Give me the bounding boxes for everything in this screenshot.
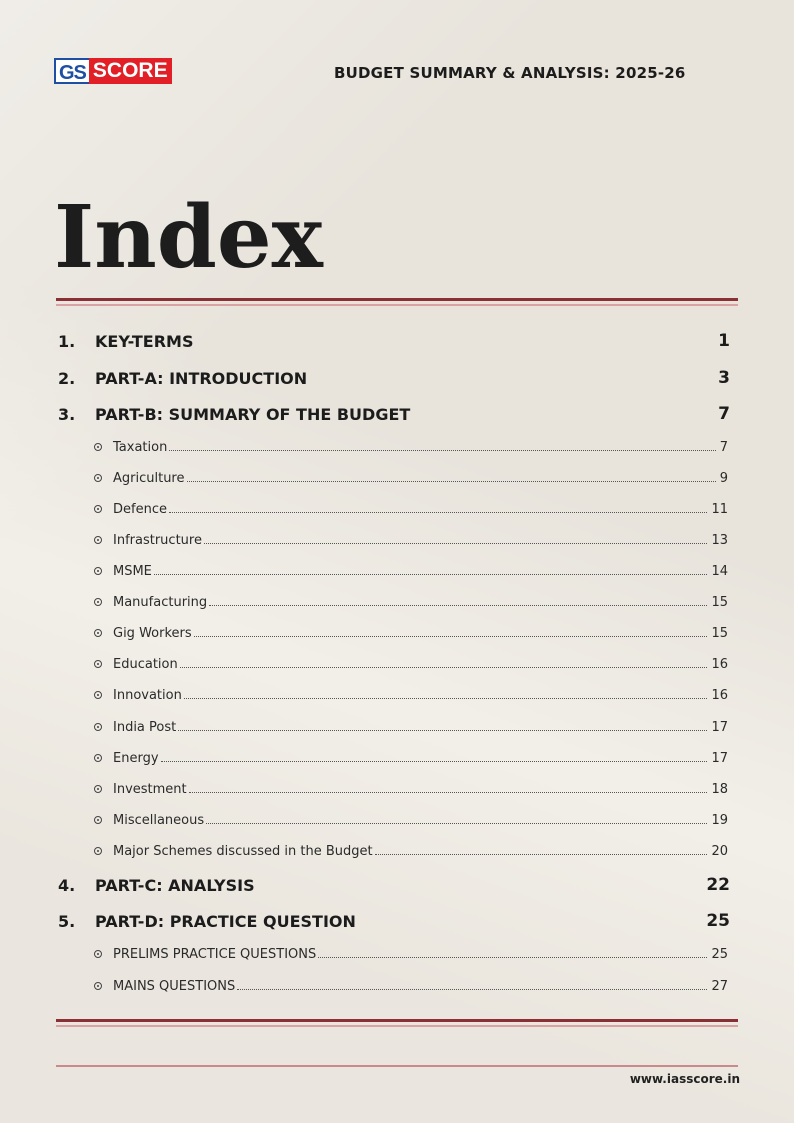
- section-page: 3: [718, 368, 730, 388]
- section-page: 22: [706, 875, 730, 895]
- bullet-icon: [94, 723, 102, 731]
- toc-section-2[interactable]: 2. PART-A: INTRODUCTION 3: [58, 368, 730, 388]
- bullet-icon: [94, 847, 102, 855]
- footer-website-link[interactable]: www.iasscore.in: [629, 1072, 740, 1086]
- footer-divider: [56, 1065, 738, 1067]
- toc-subitem[interactable]: Investment 18: [94, 778, 728, 800]
- section-page: 1: [718, 331, 730, 351]
- top-divider: [56, 298, 738, 306]
- toc-subitem[interactable]: Taxation 7: [94, 436, 728, 458]
- section-page: 25: [706, 911, 730, 931]
- section-label: PART-D: PRACTICE QUESTION: [95, 911, 356, 931]
- bullet-icon: [94, 474, 102, 482]
- bullet-icon: [94, 982, 102, 990]
- section-label: KEY-TERMS: [95, 331, 194, 351]
- section-page: 7: [718, 404, 730, 424]
- toc-subitem[interactable]: Innovation 16: [94, 684, 728, 706]
- bullet-icon: [94, 567, 102, 575]
- bottom-divider: [56, 1019, 738, 1027]
- page-title: Index: [54, 187, 323, 288]
- document-header-title: BUDGET SUMMARY & ANALYSIS: 2025-26: [334, 64, 686, 82]
- toc-subitem[interactable]: India Post 17: [94, 716, 728, 738]
- toc-section-4[interactable]: 4. PART-C: ANALYSIS 22: [58, 875, 730, 895]
- toc-section-3[interactable]: 3. PART-B: SUMMARY OF THE BUDGET 7: [58, 404, 730, 424]
- toc-subitem[interactable]: MAINS QUESTIONS 27: [94, 975, 728, 997]
- logo-score-text: SCORE: [89, 58, 172, 84]
- toc-subitem[interactable]: PRELIMS PRACTICE QUESTIONS 25: [94, 943, 728, 965]
- bullet-icon: [94, 816, 102, 824]
- toc-subitem[interactable]: Manufacturing 15: [94, 591, 728, 613]
- bullet-icon: [94, 598, 102, 606]
- toc-subitem[interactable]: Infrastructure 13: [94, 529, 728, 551]
- bullet-icon: [94, 754, 102, 762]
- bullet-icon: [94, 505, 102, 513]
- toc-subitem[interactable]: Agriculture 9: [94, 467, 728, 489]
- section-label: PART-C: ANALYSIS: [95, 875, 255, 895]
- section-label: PART-A: INTRODUCTION: [95, 368, 308, 388]
- gsscore-logo: [54, 58, 172, 84]
- bullet-icon: [94, 950, 102, 958]
- toc-subitem[interactable]: Miscellaneous 19: [94, 809, 728, 831]
- bullet-icon: [94, 691, 102, 699]
- section-label: PART-B: SUMMARY OF THE BUDGET: [95, 404, 411, 424]
- toc-section-1[interactable]: 1. KEY-TERMS 1: [58, 331, 730, 351]
- toc-subitem[interactable]: Major Schemes discussed in the Budget 20: [94, 840, 728, 862]
- toc-subitem[interactable]: Education 16: [94, 653, 728, 675]
- bullet-icon: [94, 660, 102, 668]
- toc-subitem[interactable]: Defence 11: [94, 498, 728, 520]
- toc-subitem[interactable]: Gig Workers 15: [94, 622, 728, 644]
- bullet-icon: [94, 443, 102, 451]
- bullet-icon: [94, 536, 102, 544]
- toc-subitem[interactable]: MSME 14: [94, 560, 728, 582]
- logo-gs-text: GS: [54, 58, 89, 84]
- bullet-icon: [94, 785, 102, 793]
- toc-subitem[interactable]: Energy 17: [94, 747, 728, 769]
- toc-section-5[interactable]: 5. PART-D: PRACTICE QUESTION 25: [58, 911, 730, 931]
- bullet-icon: [94, 629, 102, 637]
